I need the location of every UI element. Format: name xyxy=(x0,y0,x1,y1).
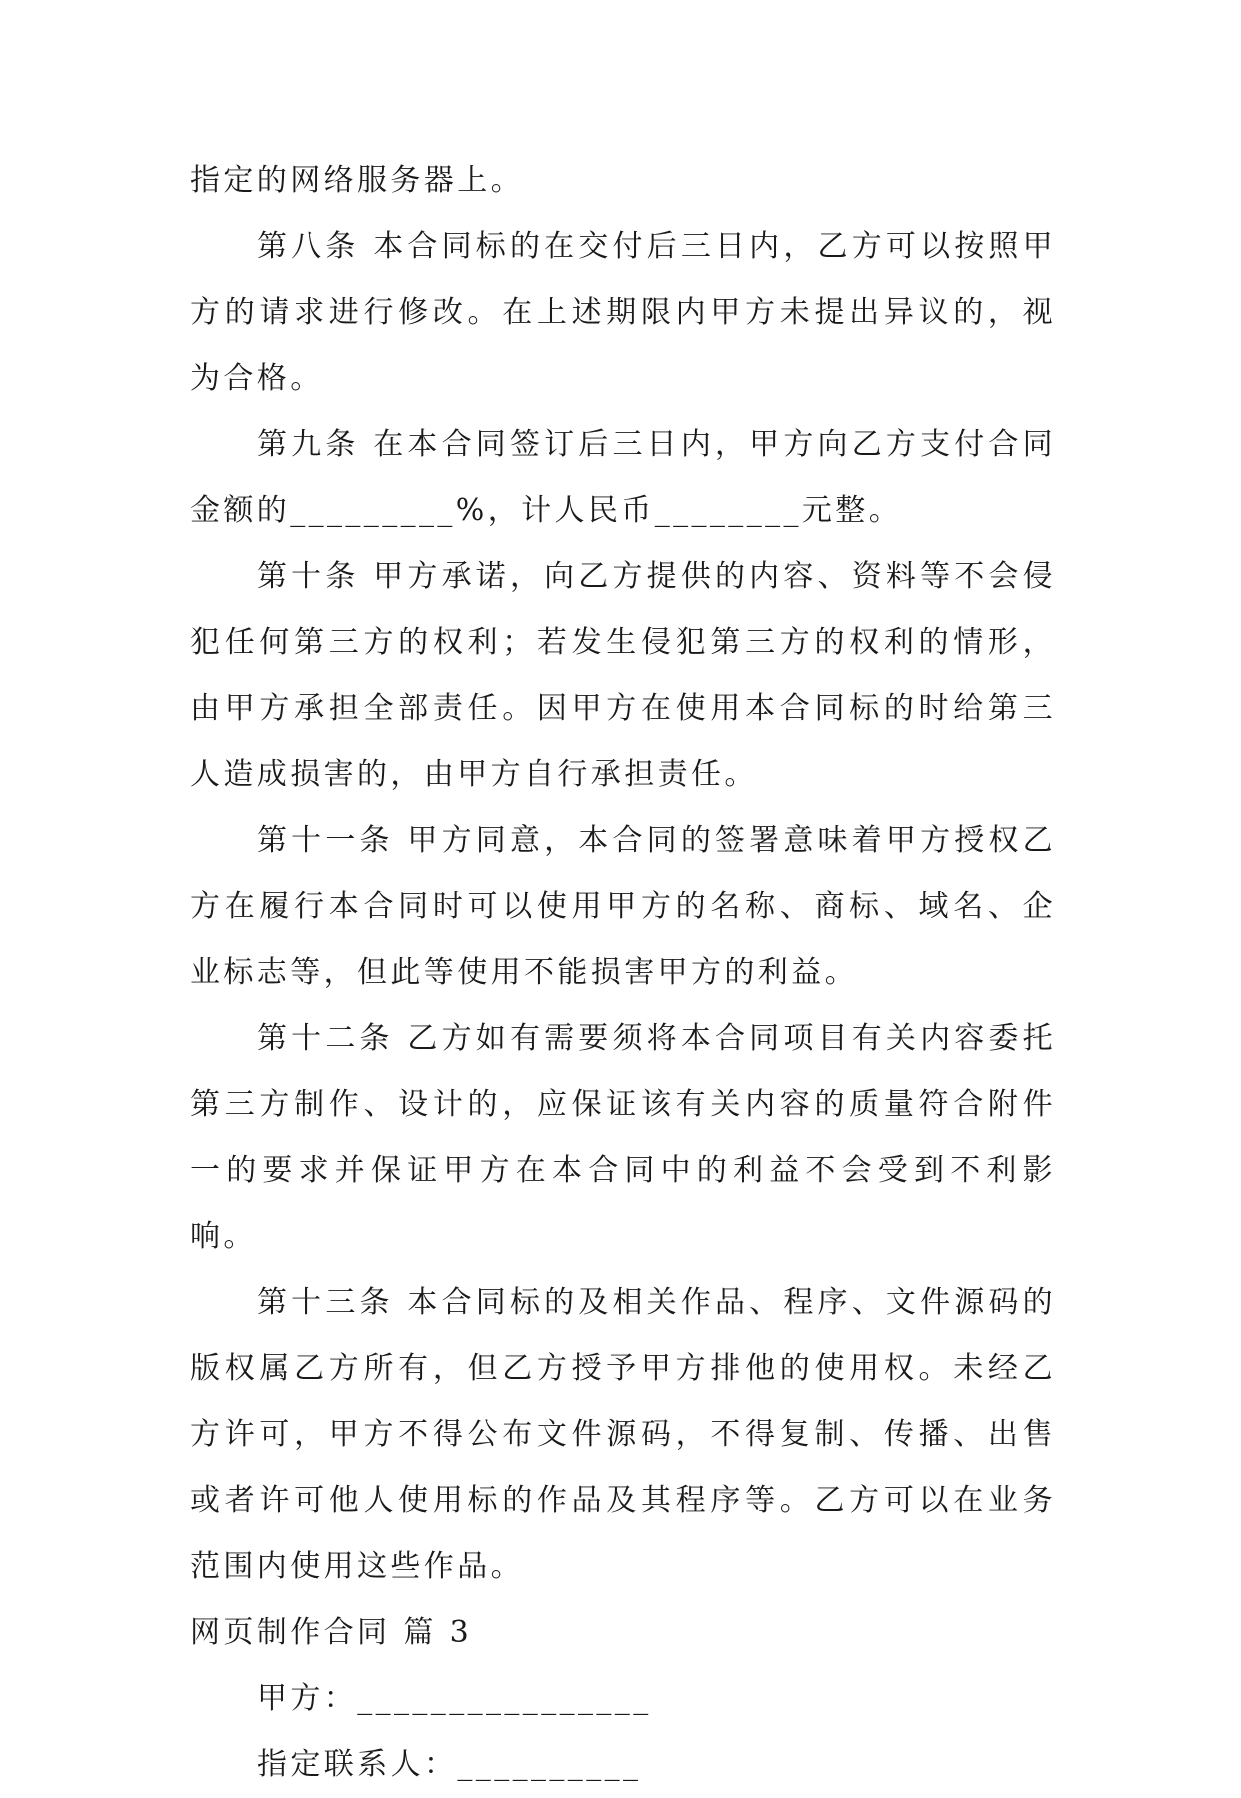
article-11: 第十一条 甲方同意，本合同的签署意味着甲方授权乙方在履行本合同时可以使用甲方的名称、商标、域名、企业标志等，但此等使用不能损害甲方的利益。 xyxy=(190,823,1056,990)
paragraph-continuation: 指定的网络服务器上。 xyxy=(190,163,524,198)
contact-person-field: 指定联系人：__________ xyxy=(257,1747,642,1782)
document-body xyxy=(190,148,1056,1798)
article-13: 第十三条 本合同标的及相关作品、程序、文件源码的版权属乙方所有，但乙方授予甲方排他的使用权。未经乙方许可，甲方不得公布文件源码，不得复制、传播、出售或者许可他人使用标的作品及其程序等。乙方可以在业务范围内使用这些作品。 xyxy=(190,1285,1056,1584)
section-heading: 网页制作合同 篇 3 xyxy=(190,1615,473,1650)
article-12: 第十二条 乙方如有需要须将本合同项目有关内容委托第三方制作、设计的，应保证该有关内容的质量符合附件一的要求并保证甲方在本合同中的利益不会受到不利影响。 xyxy=(190,1021,1056,1254)
article-9: 第九条 在本合同签订后三日内，甲方向乙方支付合同金额的_________%，计人民币________元整。 xyxy=(190,427,1056,528)
party-a-field: 甲方：________________ xyxy=(257,1681,652,1716)
article-8: 第八条 本合同标的在交付后三日内，乙方可以按照甲方的请求进行修改。在上述期限内甲方未提出异议的，视为合格。 xyxy=(190,229,1056,396)
article-10: 第十条 甲方承诺，向乙方提供的内容、资料等不会侵犯任何第三方的权利；若发生侵犯第三方的权利的情形，由甲方承担全部责任。因甲方在使用本合同标的时给第三人造成损害的，由甲方自行承担责任。 xyxy=(190,559,1056,792)
